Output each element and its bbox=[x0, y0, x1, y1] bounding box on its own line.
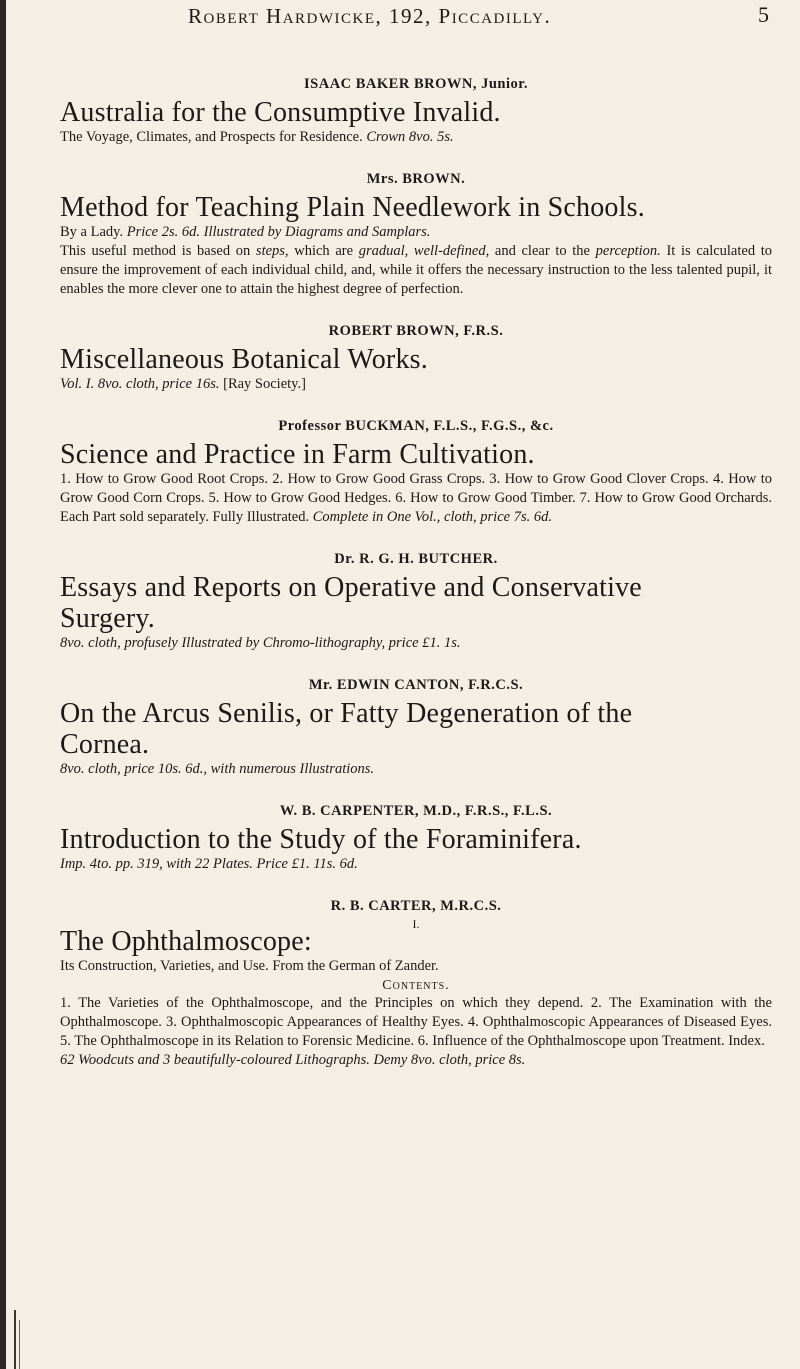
page-binding-edge bbox=[0, 0, 6, 1369]
entry-description: 1. How to Grow Good Root Crops. 2. How to Grow Good Grass Crops. 3. How to Grow Good Clover Crops. 4. How to Grow Good Corn Crops. 5. How to Grow Good Hedges. 6. How to Grow Good Timber. 7. How to Grow Good Orchards. Each Part sold separately. Fully Illustrated. Complete in One Vol., cloth, price 7s. 6d. bbox=[60, 471, 772, 525]
entry-brown-australia bbox=[60, 76, 772, 147]
entry-volume-numeral: I. bbox=[412, 917, 420, 931]
entry-details: 8vo. cloth, price 10s. 6d., with numerous Illustrations. bbox=[60, 761, 375, 777]
entry-title: Science and Practice in Farm Cultivation. bbox=[60, 439, 535, 470]
page-number: 5 bbox=[758, 2, 769, 27]
entry-author: W. B. CARPENTER, M.D., F.R.S., F.L.S. bbox=[279, 803, 553, 819]
entry-description: This useful method is based on steps, which are gradual, well-defined, and clear to the perception. It is calculated to ensure the improvement of each individual child, and, while it offers the necessary instruction to the less talented pupil, it enables the more clever one to attain the highest degree of perfection. bbox=[60, 243, 773, 297]
entry-title: On the Arcus Senilis, or Fatty Degeneration of the Cornea. bbox=[60, 698, 633, 760]
entry-author: Mrs. BROWN. bbox=[366, 171, 466, 187]
entry-canton-cornea bbox=[60, 677, 772, 779]
entry-title: Introduction to the Study of the Foraminifera. bbox=[60, 824, 582, 855]
scan-artifact-line bbox=[14, 1310, 16, 1369]
entry-brown-needlework bbox=[60, 171, 772, 299]
running-header bbox=[0, 0, 800, 40]
catalogue-entries bbox=[60, 76, 772, 1070]
entry-details-price: 62 Woodcuts and 3 beautifully-coloured Lithographs. Demy 8vo. cloth, price 8s. bbox=[60, 1052, 526, 1068]
entry-title: Australia for the Consumptive Invalid. bbox=[60, 97, 501, 128]
entry-description: 1. The Varieties of the Ophthalmoscope, and the Principles on which they depend. 2. The Examination with the Ophthalmoscope. 3. Ophthalmoscopic Appearances of Healthy Eyes. 4. Ophthalmoscopic Appearances of Diseased Eyes. 5. The Ophthalmoscope in its Relation to Forensic Medicine. 6. Influence of the Ophthalmoscope upon Treatment. Index. bbox=[60, 995, 772, 1049]
scan-artifact-line bbox=[19, 1320, 20, 1369]
entry-details: Imp. 4to. pp. 319, with 22 Plates. Price £1. 11s. 6d. bbox=[60, 856, 358, 872]
entry-author: Professor BUCKMAN, F.L.S., F.G.S., &c. bbox=[278, 418, 554, 434]
entry-author: R. B. CARTER, M.R.C.S. bbox=[330, 898, 502, 914]
entry-details: Its Construction, Varieties, and Use. From the German of Zander. bbox=[60, 958, 439, 974]
entry-author: ISAAC BAKER BROWN, Junior. bbox=[304, 76, 528, 92]
running-title: Robert Hardwicke, 192, Piccadilly. bbox=[188, 4, 552, 28]
entry-butcher-surgery bbox=[60, 551, 772, 653]
entry-author: Mr. EDWIN CANTON, F.R.C.S. bbox=[308, 677, 524, 693]
entry-details: The Voyage, Climates, and Prospects for Residence. Crown 8vo. 5s. bbox=[60, 129, 454, 145]
entry-author: ROBERT BROWN, F.R.S. bbox=[328, 323, 504, 339]
entry-details: By a Lady. Price 2s. 6d. Illustrated by Diagrams and Samplars. bbox=[60, 224, 431, 240]
entry-details: 8vo. cloth, profusely Illustrated by Chromo-lithography, price £1. 1s. bbox=[60, 635, 461, 651]
entry-carter-ophthalmoscope bbox=[60, 898, 772, 1070]
entry-author: Dr. R. G. H. BUTCHER. bbox=[334, 551, 498, 567]
contents-heading: Contents. bbox=[382, 978, 450, 993]
entry-brown-botanical bbox=[60, 323, 772, 394]
entry-title: Miscellaneous Botanical Works. bbox=[60, 344, 428, 375]
entry-carpenter-foraminifera bbox=[60, 803, 772, 874]
entry-buckman-farm bbox=[60, 418, 772, 527]
entry-title: The Ophthalmoscope: bbox=[60, 926, 312, 957]
entry-title: Essays and Reports on Operative and Conservative Surgery. bbox=[60, 572, 642, 634]
entry-title: Method for Teaching Plain Needlework in Schools. bbox=[60, 192, 645, 223]
entry-details: Vol. I. 8vo. cloth, price 16s. [Ray Society.] bbox=[60, 376, 306, 392]
